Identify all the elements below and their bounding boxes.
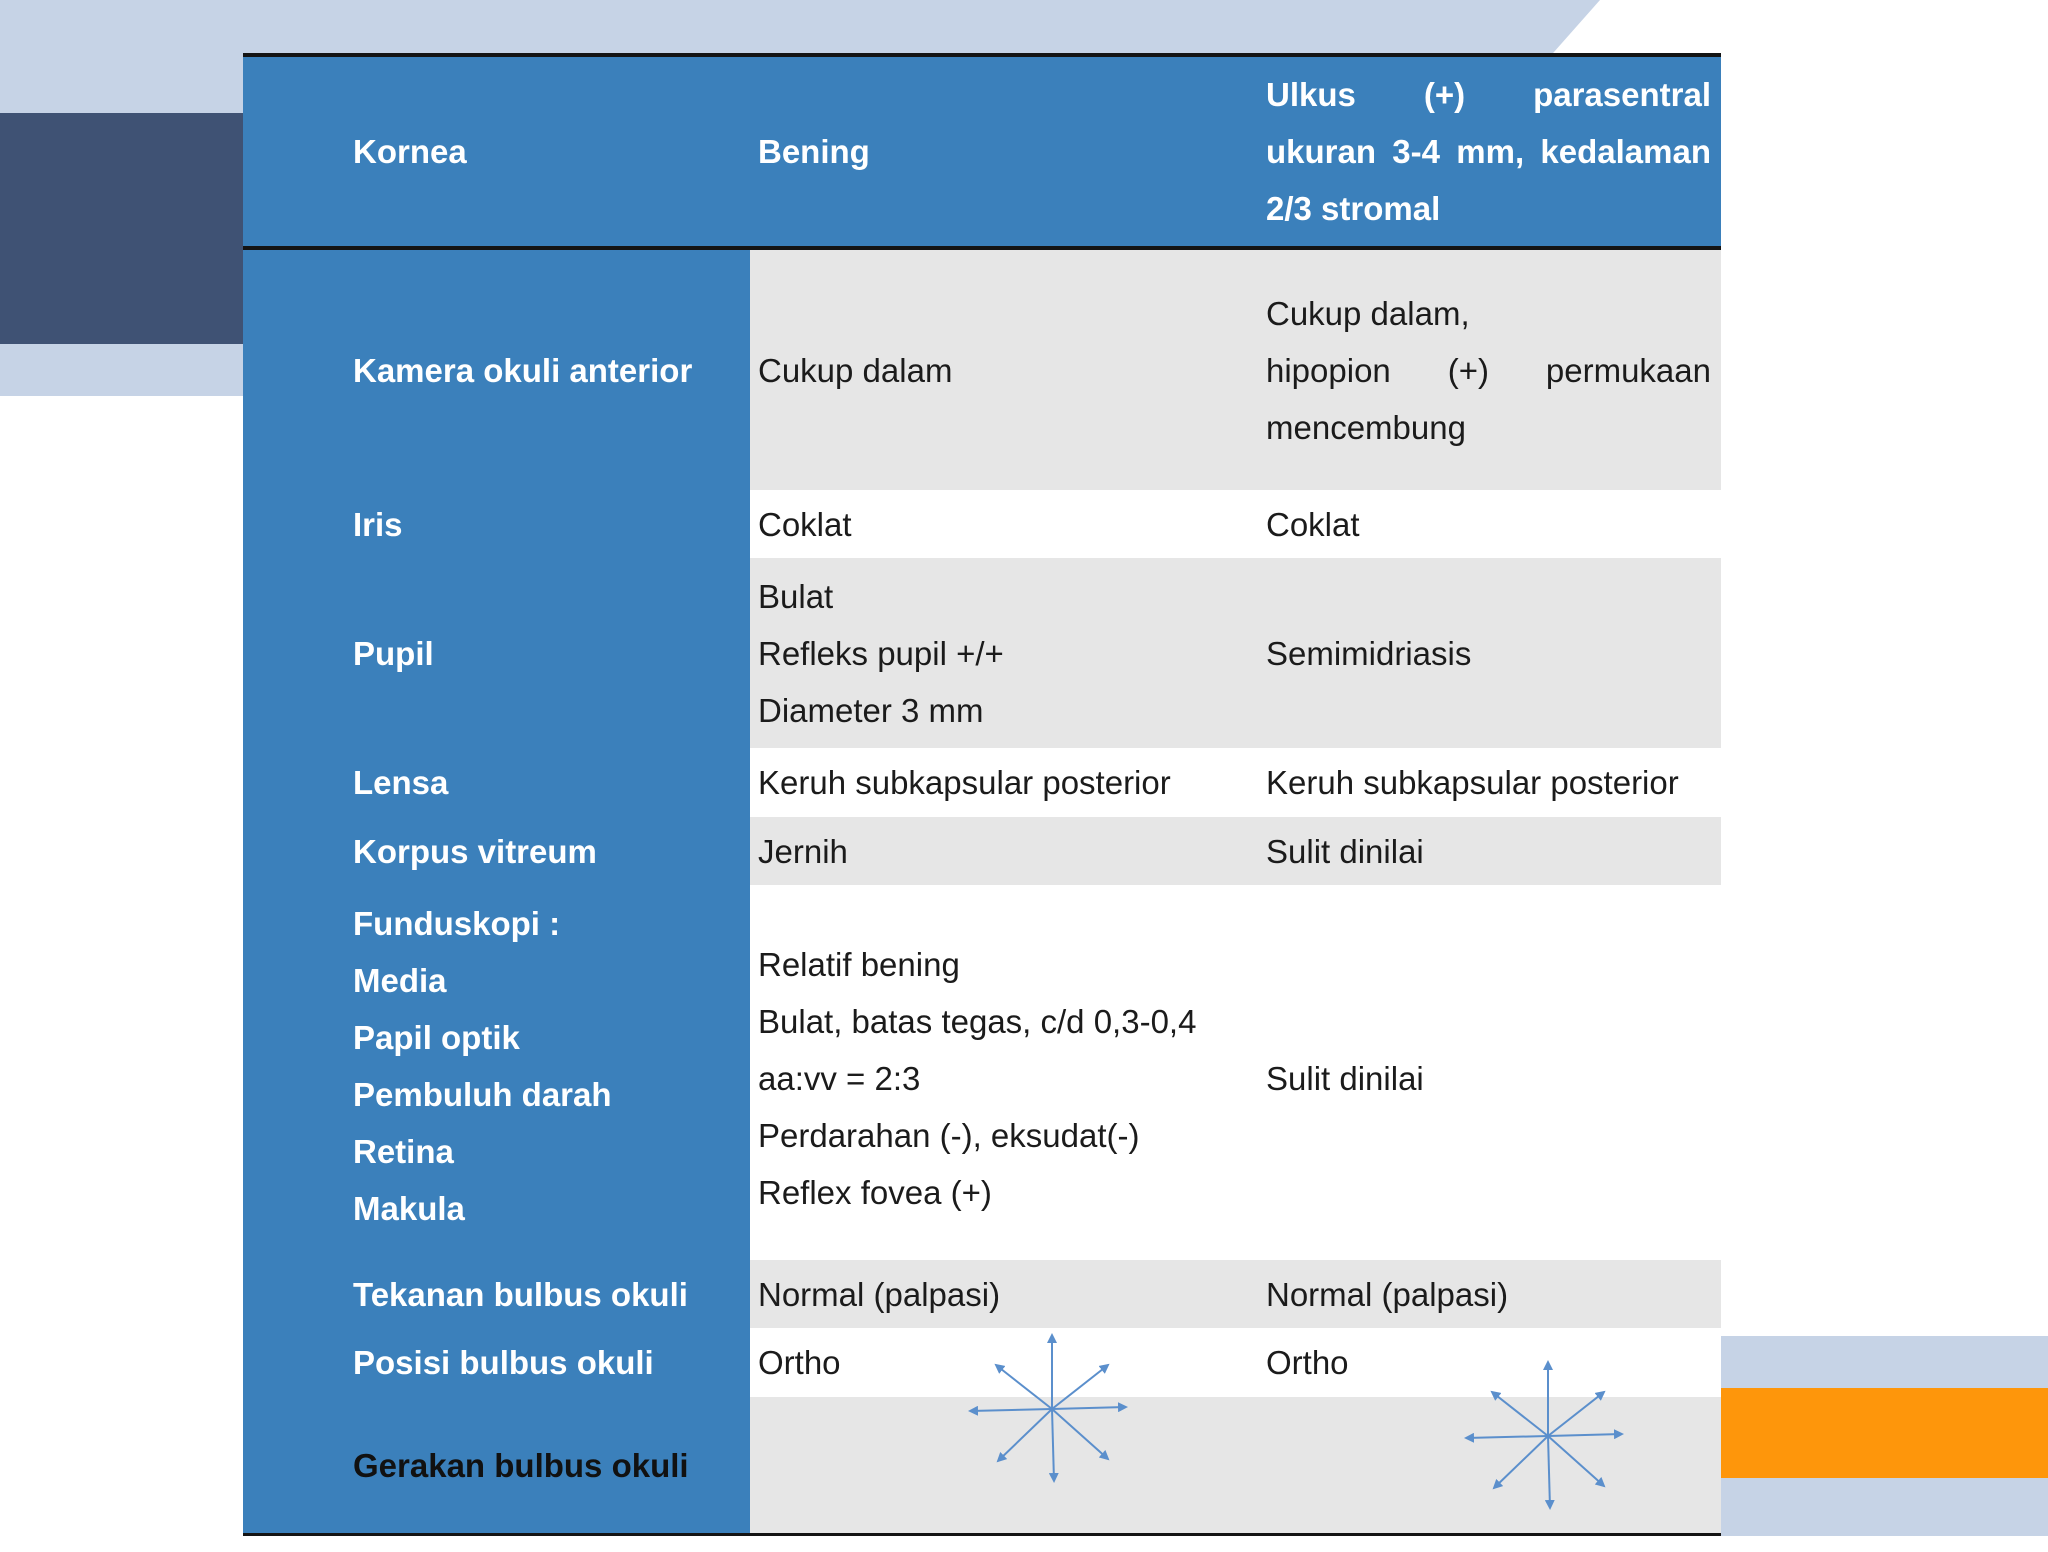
os-iris: Coklat <box>1266 505 1360 543</box>
header-os-line: 2/3 stromal <box>1266 190 1441 227</box>
os-korpus-vitreum: Sulit dinilai <box>1266 832 1424 870</box>
os-posisi-bulbus-okuli: Ortho <box>1266 1344 1349 1381</box>
os-tekanan-bulbus-okuli: Normal (palpasi) <box>1266 1275 1509 1313</box>
label-iris: Iris <box>353 505 403 543</box>
od-tekanan-bulbus-okuli: Normal (palpasi) <box>758 1275 1001 1313</box>
right-decoration-orange <box>1720 1388 2048 1478</box>
header-od-value: Bening <box>758 133 870 170</box>
os-kamera-line: Cukup dalam, <box>1266 294 1470 332</box>
label-pupil: Pupil <box>353 634 434 672</box>
label-gerakan-bulbus-okuli: Gerakan bulbus okuli <box>353 1446 689 1484</box>
header-os-line: Ulkus (+) parasentral <box>1266 76 1711 113</box>
os-eight-direction-arrows-icon <box>1454 1352 1654 1552</box>
os-lensa: Keruh subkapsular posterior <box>1266 764 1679 801</box>
od-pupil-line: Bulat <box>758 577 834 615</box>
od-korpus-vitreum: Jernih <box>758 832 848 870</box>
od-posisi-bulbus-okuli: Ortho <box>758 1344 841 1381</box>
funduskopi-label-line: Retina <box>353 1133 454 1170</box>
label-lensa: Lensa <box>353 764 449 801</box>
os-kamera-line: hipopion (+) permukaan <box>1266 351 1711 389</box>
label-korpus-vitreum: Korpus vitreum <box>353 832 597 870</box>
os-funduskopi: Sulit dinilai <box>1266 1060 1424 1097</box>
os-pupil: Semimidriasis <box>1266 634 1472 672</box>
label-kamera-okuli-anterior: Kamera okuli anterior <box>353 351 693 389</box>
label-posisi-bulbus-okuli: Posisi bulbus okuli <box>353 1344 654 1381</box>
header-os-line: ukuran 3-4 mm, kedalaman <box>1266 133 1711 170</box>
funduskopi-label-line: Media <box>353 962 447 999</box>
label-tekanan-bulbus-okuli: Tekanan bulbus okuli <box>353 1275 688 1313</box>
od-pupil-line: Refleks pupil +/+ <box>758 634 1004 672</box>
od-pupil-line: Diameter 3 mm <box>758 691 984 729</box>
left-decoration-navy <box>0 113 245 344</box>
od-funduskopi-line: Perdarahan (-), eksudat(-) <box>758 1117 1140 1154</box>
od-funduskopi-line: Relatif bening <box>758 946 960 983</box>
funduskopi-label-line: Papil optik <box>353 1019 520 1056</box>
od-eight-direction-arrows-icon <box>958 1325 1158 1525</box>
od-lensa: Keruh subkapsular posterior <box>758 764 1171 801</box>
od-funduskopi <box>758 885 1238 1260</box>
header-kornea-label: Kornea <box>353 133 467 170</box>
od-funduskopi-line: Reflex fovea (+) <box>758 1174 992 1211</box>
od-pupil <box>758 558 1238 748</box>
os-kamera-line: mencembung <box>1266 408 1466 446</box>
eye-examination-table <box>243 53 1721 1536</box>
funduskopi-label-line: Pembuluh darah <box>353 1076 612 1113</box>
funduskopi-label-line: Makula <box>353 1190 465 1227</box>
label-funduskopi <box>353 895 743 1240</box>
od-kamera-okuli-anterior: Cukup dalam <box>758 351 953 389</box>
funduskopi-label-line: Funduskopi : <box>353 905 561 942</box>
od-iris: Coklat <box>758 505 852 543</box>
od-funduskopi-line: Bulat, batas tegas, c/d 0,3-0,4 <box>758 1003 1197 1040</box>
header-os-value <box>1266 57 1711 246</box>
os-kamera-okuli-anterior <box>1266 250 1711 490</box>
od-funduskopi-line: aa:vv = 2:3 <box>758 1060 921 1097</box>
